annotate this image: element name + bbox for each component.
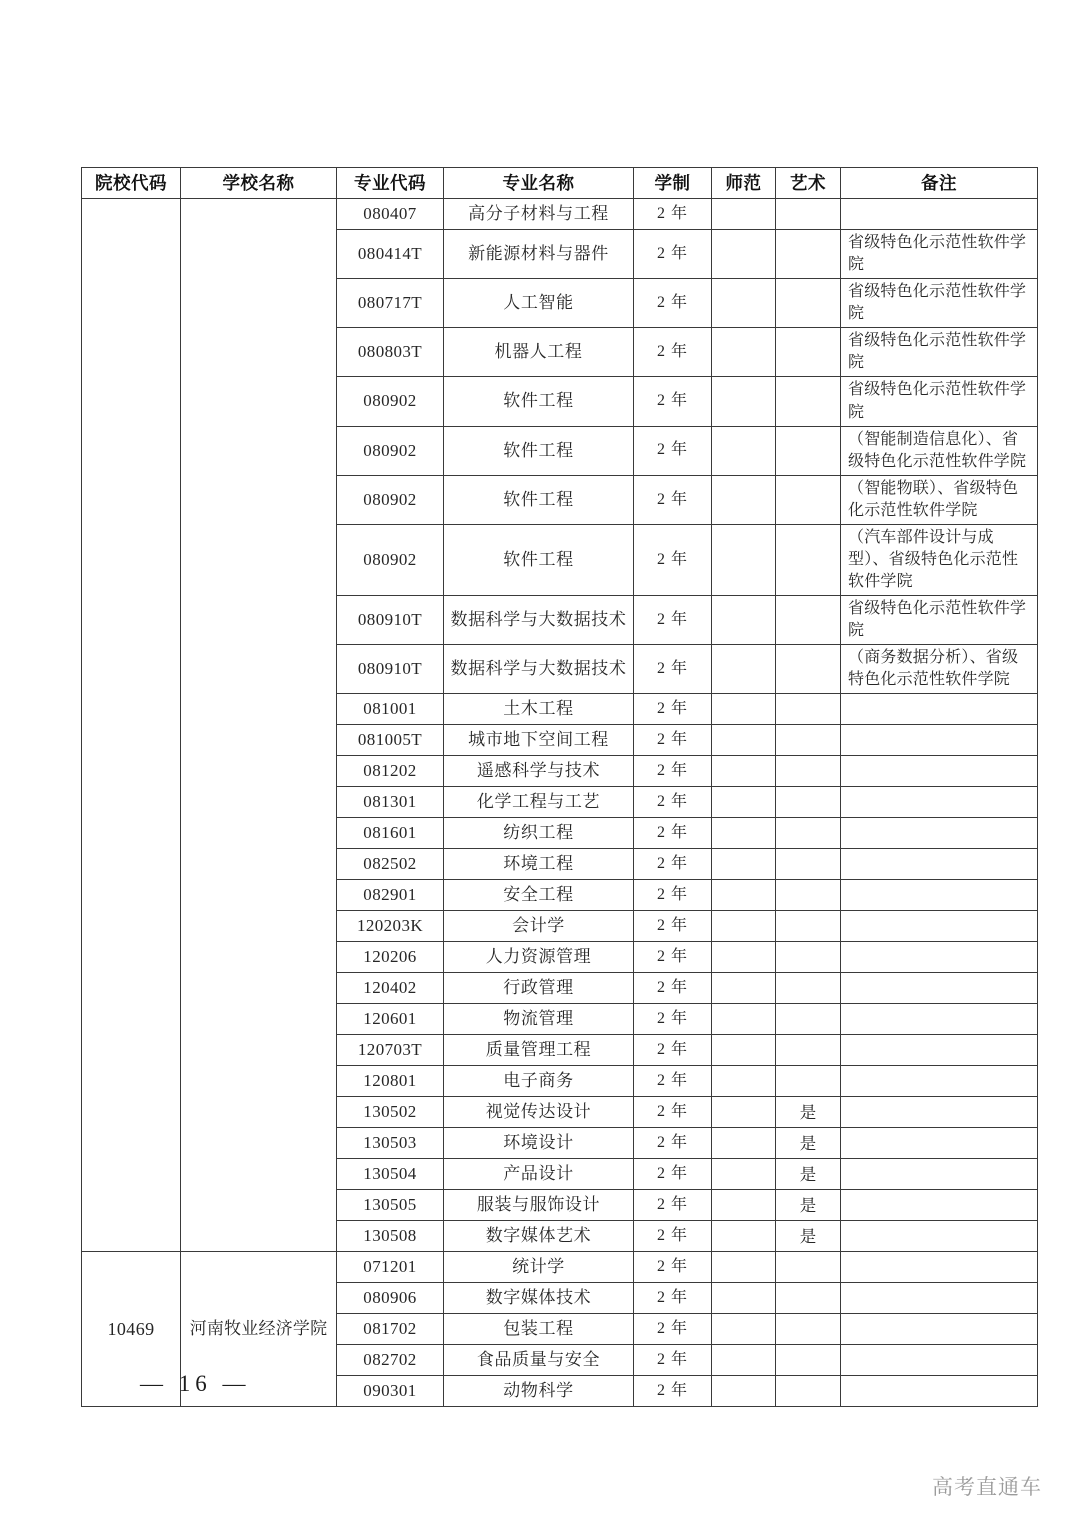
cell-major-name: 数字媒体艺术 (444, 1221, 634, 1252)
cell-remark: 省级特色化示范性软件学院 (841, 328, 1038, 377)
cell-remark: （智能物联）、省级特色化示范性软件学院 (841, 475, 1038, 524)
cell-remark (841, 849, 1038, 880)
table-body (82, 199, 1038, 1407)
column-header-remark: 备注 (841, 168, 1038, 199)
cell-major-code: 080717T (337, 279, 444, 328)
cell-art-flag (776, 911, 841, 942)
watermark: 高考直通车 (932, 1476, 1042, 1499)
cell-major-name: 数字媒体技术 (444, 1283, 634, 1314)
cell-duration: 2 年 (634, 1221, 712, 1252)
cell-major-code: 081005T (337, 725, 444, 756)
cell-duration: 2 年 (634, 475, 712, 524)
cell-remark: 省级特色化示范性软件学院 (841, 230, 1038, 279)
cell-art-flag (776, 1376, 841, 1407)
cell-duration: 2 年 (634, 1283, 712, 1314)
cell-major-name: 数据科学与大数据技术 (444, 645, 634, 694)
cell-normal-flag (712, 694, 776, 725)
cell-remark: （智能制造信息化）、省级特色化示范性软件学院 (841, 426, 1038, 475)
cell-major-name: 包装工程 (444, 1314, 634, 1345)
cell-art-flag (776, 942, 841, 973)
cell-remark (841, 818, 1038, 849)
table-header (82, 168, 1038, 199)
major-catalog-table (81, 167, 1038, 1407)
cell-major-name: 纺织工程 (444, 818, 634, 849)
cell-duration: 2 年 (634, 1066, 712, 1097)
cell-art-flag: 是 (776, 1221, 841, 1252)
cell-major-code: 082901 (337, 880, 444, 911)
table-row (82, 199, 1038, 230)
cell-remark (841, 694, 1038, 725)
table-row (82, 1252, 1038, 1283)
cell-duration: 2 年 (634, 787, 712, 818)
cell-normal-flag (712, 787, 776, 818)
column-header-school-code: 院校代码 (82, 168, 181, 199)
cell-art-flag (776, 1252, 841, 1283)
cell-duration: 2 年 (634, 426, 712, 475)
cell-major-name: 化学工程与工艺 (444, 787, 634, 818)
cell-major-code: 081202 (337, 756, 444, 787)
cell-major-name: 产品设计 (444, 1159, 634, 1190)
cell-major-code: 081601 (337, 818, 444, 849)
cell-normal-flag (712, 475, 776, 524)
cell-remark (841, 756, 1038, 787)
cell-major-code: 120801 (337, 1066, 444, 1097)
cell-art-flag (776, 1004, 841, 1035)
cell-normal-flag (712, 524, 776, 595)
cell-remark (841, 787, 1038, 818)
cell-major-name: 动物科学 (444, 1376, 634, 1407)
cell-major-name: 人力资源管理 (444, 942, 634, 973)
cell-normal-flag (712, 1128, 776, 1159)
cell-art-flag (776, 818, 841, 849)
cell-duration: 2 年 (634, 230, 712, 279)
cell-major-code: 120206 (337, 942, 444, 973)
cell-duration: 2 年 (634, 596, 712, 645)
cell-normal-flag (712, 725, 776, 756)
cell-normal-flag (712, 230, 776, 279)
cell-normal-flag (712, 645, 776, 694)
cell-art-flag (776, 279, 841, 328)
cell-major-name: 食品质量与安全 (444, 1345, 634, 1376)
cell-major-code: 082502 (337, 849, 444, 880)
cell-normal-flag (712, 426, 776, 475)
cell-art-flag: 是 (776, 1159, 841, 1190)
cell-major-name: 电子商务 (444, 1066, 634, 1097)
cell-art-flag: 是 (776, 1128, 841, 1159)
cell-normal-flag (712, 1345, 776, 1376)
cell-major-name: 会计学 (444, 911, 634, 942)
cell-duration: 2 年 (634, 1376, 712, 1407)
cell-major-name: 安全工程 (444, 880, 634, 911)
cell-remark: 省级特色化示范性软件学院 (841, 596, 1038, 645)
cell-major-code: 130504 (337, 1159, 444, 1190)
cell-normal-flag (712, 849, 776, 880)
cell-major-name: 服装与服饰设计 (444, 1190, 634, 1221)
cell-major-name: 城市地下空间工程 (444, 725, 634, 756)
cell-major-code: 071201 (337, 1252, 444, 1283)
cell-art-flag: 是 (776, 1190, 841, 1221)
cell-major-code: 120601 (337, 1004, 444, 1035)
cell-duration: 2 年 (634, 377, 712, 426)
cell-art-flag (776, 1035, 841, 1066)
cell-normal-flag (712, 596, 776, 645)
cell-duration: 2 年 (634, 911, 712, 942)
cell-duration: 2 年 (634, 849, 712, 880)
cell-major-name: 视觉传达设计 (444, 1097, 634, 1128)
cell-major-name: 数据科学与大数据技术 (444, 596, 634, 645)
cell-remark (841, 1376, 1038, 1407)
cell-normal-flag (712, 1097, 776, 1128)
column-header-major-name: 专业名称 (444, 168, 634, 199)
cell-major-name: 质量管理工程 (444, 1035, 634, 1066)
cell-major-code: 120203K (337, 911, 444, 942)
cell-duration: 2 年 (634, 1097, 712, 1128)
cell-major-name: 软件工程 (444, 426, 634, 475)
page-number: — 16 — (140, 1371, 251, 1396)
cell-remark (841, 1128, 1038, 1159)
cell-normal-flag (712, 1283, 776, 1314)
cell-normal-flag (712, 1035, 776, 1066)
cell-normal-flag (712, 328, 776, 377)
cell-remark (841, 1252, 1038, 1283)
cell-art-flag (776, 524, 841, 595)
cell-remark (841, 1066, 1038, 1097)
cell-major-name: 遥感科学与技术 (444, 756, 634, 787)
cell-art-flag (776, 1345, 841, 1376)
cell-remark: （汽车部件设计与成型）、省级特色化示范性软件学院 (841, 524, 1038, 595)
cell-major-name: 统计学 (444, 1252, 634, 1283)
cell-major-code: 120703T (337, 1035, 444, 1066)
cell-remark (841, 1159, 1038, 1190)
cell-major-name: 软件工程 (444, 377, 634, 426)
cell-school-name: 河南牧业经济学院 (181, 1252, 337, 1407)
cell-remark (841, 942, 1038, 973)
cell-normal-flag (712, 1190, 776, 1221)
cell-duration: 2 年 (634, 1252, 712, 1283)
cell-art-flag (776, 1314, 841, 1345)
cell-art-flag: 是 (776, 1097, 841, 1128)
cell-normal-flag (712, 1066, 776, 1097)
cell-major-code: 080910T (337, 645, 444, 694)
cell-art-flag (776, 849, 841, 880)
cell-major-code: 080902 (337, 426, 444, 475)
cell-duration: 2 年 (634, 645, 712, 694)
cell-remark (841, 1004, 1038, 1035)
column-header-school-name: 学校名称 (181, 168, 337, 199)
cell-remark (841, 973, 1038, 1004)
cell-duration: 2 年 (634, 1035, 712, 1066)
cell-normal-flag (712, 279, 776, 328)
cell-art-flag (776, 199, 841, 230)
cell-major-name: 环境设计 (444, 1128, 634, 1159)
cell-major-code: 080902 (337, 377, 444, 426)
cell-major-code: 130508 (337, 1221, 444, 1252)
cell-normal-flag (712, 818, 776, 849)
cell-major-code: 082702 (337, 1345, 444, 1376)
cell-normal-flag (712, 1221, 776, 1252)
cell-major-code: 080414T (337, 230, 444, 279)
cell-major-code: 080910T (337, 596, 444, 645)
cell-remark: 省级特色化示范性软件学院 (841, 279, 1038, 328)
cell-normal-flag (712, 1159, 776, 1190)
cell-remark (841, 1314, 1038, 1345)
cell-duration: 2 年 (634, 694, 712, 725)
cell-school-code (82, 199, 181, 1252)
cell-remark (841, 1221, 1038, 1252)
cell-major-name: 人工智能 (444, 279, 634, 328)
cell-major-code: 130505 (337, 1190, 444, 1221)
cell-normal-flag (712, 1252, 776, 1283)
column-header-duration: 学制 (634, 168, 712, 199)
cell-major-code: 090301 (337, 1376, 444, 1407)
cell-art-flag (776, 725, 841, 756)
cell-art-flag (776, 880, 841, 911)
cell-art-flag (776, 426, 841, 475)
cell-major-name: 物流管理 (444, 1004, 634, 1035)
header-row (82, 168, 1038, 199)
cell-normal-flag (712, 973, 776, 1004)
cell-art-flag (776, 1283, 841, 1314)
cell-duration: 2 年 (634, 1159, 712, 1190)
cell-art-flag (776, 694, 841, 725)
column-header-normal: 师范 (712, 168, 776, 199)
cell-duration: 2 年 (634, 973, 712, 1004)
cell-duration: 2 年 (634, 1314, 712, 1345)
cell-major-code: 130502 (337, 1097, 444, 1128)
cell-remark (841, 1097, 1038, 1128)
cell-duration: 2 年 (634, 524, 712, 595)
cell-major-name: 高分子材料与工程 (444, 199, 634, 230)
cell-major-code: 130503 (337, 1128, 444, 1159)
column-header-major-code: 专业代码 (337, 168, 444, 199)
cell-remark (841, 725, 1038, 756)
cell-normal-flag (712, 942, 776, 973)
cell-art-flag (776, 230, 841, 279)
cell-remark: 省级特色化示范性软件学院 (841, 377, 1038, 426)
cell-normal-flag (712, 1314, 776, 1345)
cell-major-code: 081702 (337, 1314, 444, 1345)
cell-major-name: 软件工程 (444, 524, 634, 595)
cell-normal-flag (712, 199, 776, 230)
cell-major-name: 环境工程 (444, 849, 634, 880)
cell-major-name: 软件工程 (444, 475, 634, 524)
cell-normal-flag (712, 911, 776, 942)
cell-art-flag (776, 787, 841, 818)
cell-major-code: 080906 (337, 1283, 444, 1314)
cell-remark: （商务数据分析）、省级特色化示范性软件学院 (841, 645, 1038, 694)
column-header-art: 艺术 (776, 168, 841, 199)
cell-remark (841, 1190, 1038, 1221)
cell-major-name: 新能源材料与器件 (444, 230, 634, 279)
cell-normal-flag (712, 1376, 776, 1407)
cell-art-flag (776, 756, 841, 787)
cell-major-code: 081001 (337, 694, 444, 725)
cell-art-flag (776, 973, 841, 1004)
cell-normal-flag (712, 880, 776, 911)
cell-duration: 2 年 (634, 756, 712, 787)
cell-major-code: 080902 (337, 524, 444, 595)
cell-duration: 2 年 (634, 818, 712, 849)
cell-normal-flag (712, 1004, 776, 1035)
cell-art-flag (776, 377, 841, 426)
cell-major-code: 080803T (337, 328, 444, 377)
cell-normal-flag (712, 756, 776, 787)
cell-duration: 2 年 (634, 1004, 712, 1035)
cell-major-code: 081301 (337, 787, 444, 818)
cell-duration: 2 年 (634, 279, 712, 328)
cell-art-flag (776, 1066, 841, 1097)
cell-duration: 2 年 (634, 1190, 712, 1221)
cell-duration: 2 年 (634, 942, 712, 973)
cell-major-name: 土木工程 (444, 694, 634, 725)
cell-duration: 2 年 (634, 1128, 712, 1159)
cell-major-name: 行政管理 (444, 973, 634, 1004)
cell-major-name: 机器人工程 (444, 328, 634, 377)
cell-duration: 2 年 (634, 725, 712, 756)
cell-major-code: 120402 (337, 973, 444, 1004)
cell-art-flag (776, 328, 841, 377)
cell-normal-flag (712, 377, 776, 426)
cell-major-code: 080407 (337, 199, 444, 230)
cell-remark (841, 1345, 1038, 1376)
cell-school-code: 10469 (82, 1252, 181, 1407)
cell-art-flag (776, 475, 841, 524)
cell-major-code: 080902 (337, 475, 444, 524)
cell-school-name (181, 199, 337, 1252)
cell-duration: 2 年 (634, 1345, 712, 1376)
cell-art-flag (776, 596, 841, 645)
cell-remark (841, 911, 1038, 942)
cell-duration: 2 年 (634, 328, 712, 377)
cell-art-flag (776, 645, 841, 694)
cell-remark (841, 1283, 1038, 1314)
cell-remark (841, 1035, 1038, 1066)
cell-remark (841, 199, 1038, 230)
cell-duration: 2 年 (634, 199, 712, 230)
cell-duration: 2 年 (634, 880, 712, 911)
cell-remark (841, 880, 1038, 911)
